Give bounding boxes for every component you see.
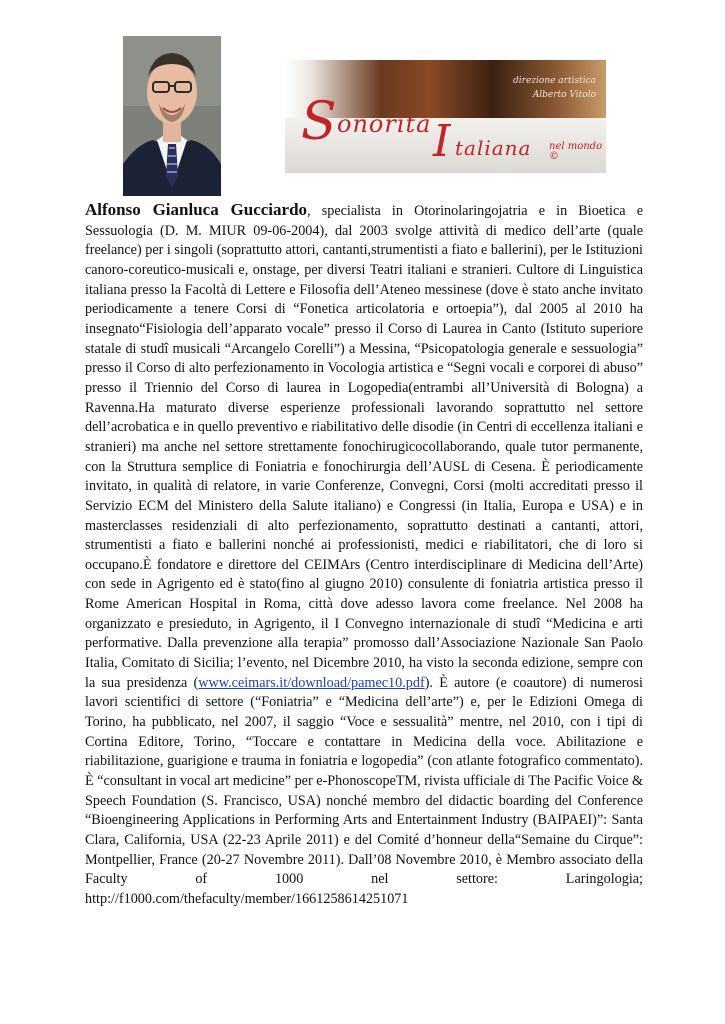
banner-title-part-1: onorità: [337, 110, 432, 138]
banner-title-suffix: nel mondo ©: [549, 141, 603, 162]
banner-title-initial-1: S: [301, 92, 337, 152]
banner-title-initial-2: I: [433, 116, 451, 167]
banner-credit: [513, 74, 596, 102]
bio-text-before-link: , specialista in Otorinolaringojatria e in Bioetica e Sessuologia (D. M. MIUR 09-06-2004), dal 2003 svolge attività di medico dell’arte (quale freelance) per i singoli (soprattutto attori, cantanti,strumentisti a fiato e ballerini), per le Istituzioni canoro-coreutico-musicali e, onstage, per diversi Teatri italiani e stranieri. Cultore di Linguistica italiana presso la Facoltà di Lettere e Filosofia dell’Ateneo messinese (dove è stato anche invitato periodicamente a tenere Corsi di “Fonetica articolatoria e ortoepia”), dal 2005 al 2010 ha insegnato“Fisiologia dell’apparato vocale” presso il Corso di Laurea in Canto (Istituto superiore statale di studî musicali “Arcangelo Corelli”) a Messina, “Psicopatologia generale e sessuologia” presso il Corso di alto perfezionamento in Vocologia artistica e “Segni vocali e corporei di abuso” presso il Triennio del Corso di laurea in Logopedia(entrambi all’Università di Bologna) a Ravenna.Ha maturato diverse esperienze professionali lavorando soprattutto nel settore dell’acrobatica e in quello preventivo e riabilitativo delle disodie (in Centri di eccellenza italiani e stranieri) ma anche nel settore strettamente fonochirugicocollaborando, quale tutor permanente, con la Struttura semplice di Foniatria e fonochirurgia dell’AUSL di Cesena. È periodicamente invitato, in qualità di relatore, in varie Conferenze, Convegni, Corsi (molti accreditati presso il Servizio ECM del Ministero della Salute italiano) e Congressi (in Italia, Europa e USA) e in masterclasses residenziali di alto perfezionamento, soprattutto destinati a cantanti, attori, strumentisti a fiato e ballerini nonché ai professionisti, medici e riabilitatori, che di loro si occupano.È fondatore e direttore del CEIMArs (Centro interdisciplinare di Medicina dell’Arte) con sede in Agrigento ed è stato(fino al giugno 2010) consulente di foniatria artistica presso il Rome American Hospital in Roma, città dove adesso lavora come freelance. Nel 2008 ha organizzato e presieduto, in Agrigento, il I Convegno internazionale di studî “Medicina e arti performative. Dalla prevenzione alla terapia” promosso dall’Associazione Nazionale San Paolo Italia, Comitato di Sicilia; l’evento, nel Dicembre 2010, ha visto la seconda edizione, sempre con la sua presidenza (: [85, 203, 643, 691]
bio-text-after-link: ). È autore (e coautore) di numerosi lavori scientifici di settore (“Foniatria” e “Medicina dell’arte”) e, per le Edizioni Omega di Torino, ha pubblicato, nel 2007, il saggio “Voce e sessualità” mentre, nel 2010, con i tipi di Cortina Editore, Torino, “Toccare e contattare in Medicina della voce. Abilitazione e riabilitazione, guarigione e trauma in foniatria e logopedia” (con atlante fotografico commentato). È “consultant in vocal art medicine” per e-PhonoscopeTM, rivista ufficiale di The Pacific Voice & Speech Foundation (S. Francisco, USA) nonché membro del didactic boarding del Conference “Bioengineering Applications in Performing Arts and Entertainment Industry (BAIPAEI)”: Santa Clara, California, USA (22-23 Aprile 2011) e del Comité d’honneur della“Semaine du Cirque”: Montpellier, France (20-27 Novembre 2011). Dall’08 Novembre 2010, è Membro associato della Faculty of 1000 nel settore: Laringologia; http://f1000.com/thefaculty/member/1661258614251071: [85, 674, 644, 907]
portrait-photo: [123, 36, 221, 196]
banner-credit-line2: Alberto Vitolo: [532, 90, 596, 100]
banner-title-part-2: taliana: [455, 136, 532, 160]
bio-name: Alfonso Gianluca Gucciardo: [85, 200, 308, 219]
ceimars-link[interactable]: www.ceimars.it/download/pamec10.pdf: [198, 674, 425, 691]
biography-paragraph: [85, 200, 643, 910]
banner-credit-line1: direzione artistica: [513, 76, 596, 86]
banner-logo: [285, 60, 606, 173]
portrait-icon: [123, 36, 221, 196]
